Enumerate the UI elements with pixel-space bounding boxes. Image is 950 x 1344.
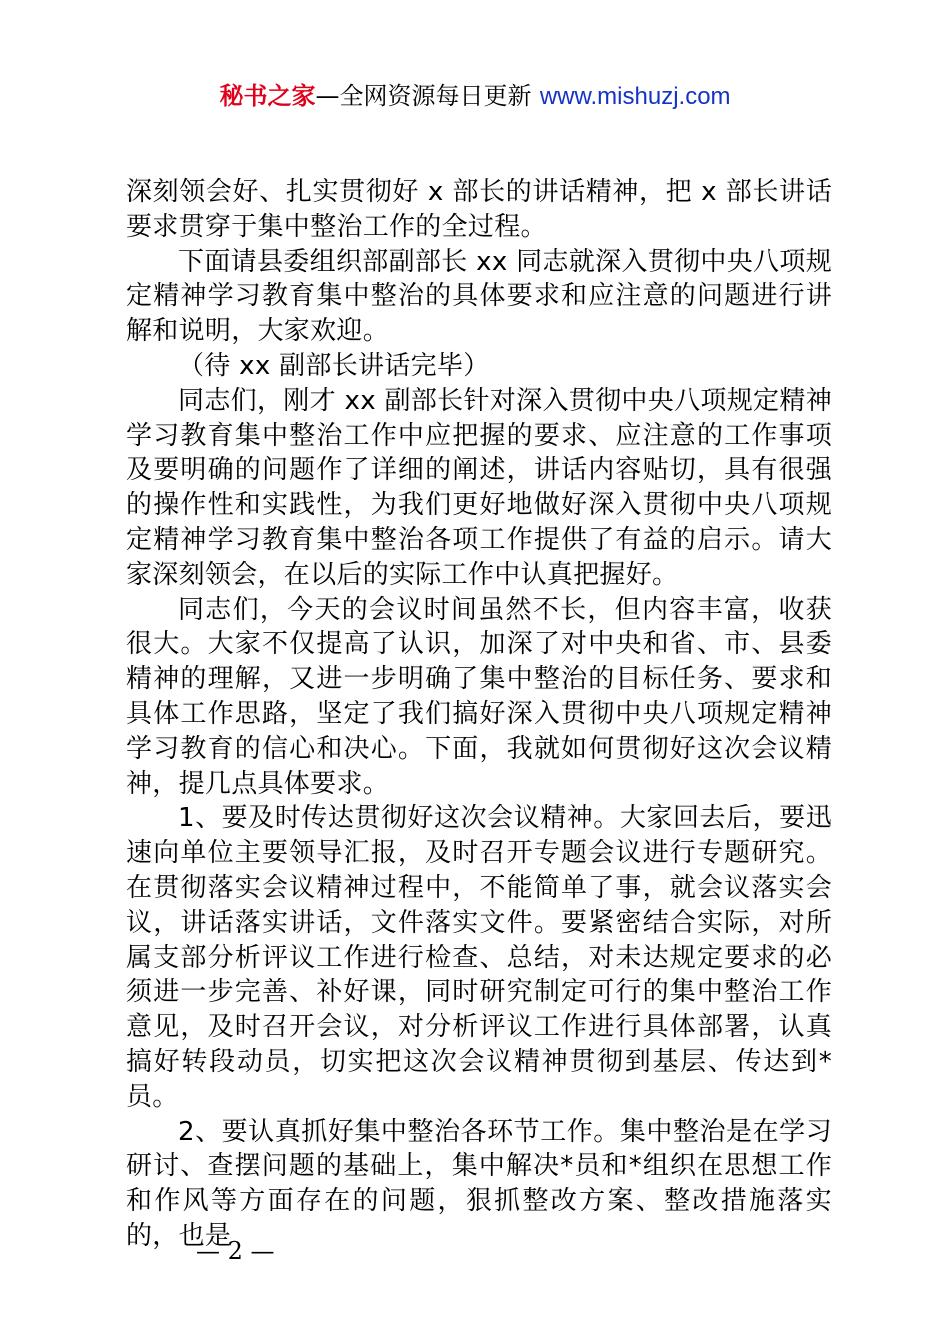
paragraph-item-2: 2、要认真抓好集中整治各环节工作。集中整治是在学习研讨、查摆问题的基础上，集中解决*员和*组织在思想工作和作风等方面存在的问题，狠抓整改方案、整改措施落实的，也是 (126, 1116, 832, 1251)
page-number: — 2 — (196, 1237, 275, 1265)
paragraph-item-1: 1、要及时传达贯彻好这次会议精神。大家回去后，要迅速向单位主要领导汇报，及时召开专题会议进行专题研究。在贯彻落实会议精神过程中，不能简单了事，就会议落实会议，讲话落实讲话，文件落实文件。要紧密结合实际，对所属支部分析评议工作进行检查、总结，对未达规定要求的必须进一步完善、补好课，同时研究制定可行的集中整治工作意见，及时召开会议，对分析评议工作进行具体部署，认真搞好转段动员，切实把这次会议精神贯彻到基层、传达到*员。 (126, 803, 832, 1112)
document-body (126, 175, 832, 1254)
site-url-link[interactable]: www.mishuzj.com (539, 83, 731, 110)
paragraph: 同志们，刚才 xx 副部长针对深入贯彻中央八项规定精神学习教育集中整治工作中应把握的要求、应注意的工作事项及要明确的问题作了详细的阐述，讲话内容贴切，具有很强的操作性和实践性，为我们更好地做好深入贯彻中央八项规定精神学习教育集中整治各项工作提供了有益的启示。请大家深刻领会，在以后的实际工作中认真把握好。 (126, 385, 832, 590)
paragraph-note: （待 xx 副部长讲话完毕） (178, 350, 490, 381)
paragraph: 下面请县委组织部副部长 xx 同志就深入贯彻中央八项规定精神学习教育集中整治的具体要求和应注意的问题进行讲解和说明，大家欢迎。 (126, 246, 832, 347)
header-slogan: —全网资源每日更新 (315, 82, 532, 110)
site-header (0, 80, 950, 113)
paragraph: 同志们，今天的会议时间虽然不长，但内容丰富，收获很大。大家不仅提高了认识，加深了对中央和省、市、县委精神的理解，又进一步明确了集中整治的目标任务、要求和具体工作思路，坚定了我们搞好深入贯彻中央八项规定精神学习教育的信心和决心。下面，我就如何贯彻好这次会议精神，提几点具体要求。 (126, 594, 832, 799)
brand-name: 秘书之家 (219, 82, 316, 110)
paragraph-continuation: 深刻领会好、扎实贯彻好 x 部长的讲话精神，把 x 部长讲话要求贯穿于集中整治工作的全过程。 (126, 177, 832, 242)
